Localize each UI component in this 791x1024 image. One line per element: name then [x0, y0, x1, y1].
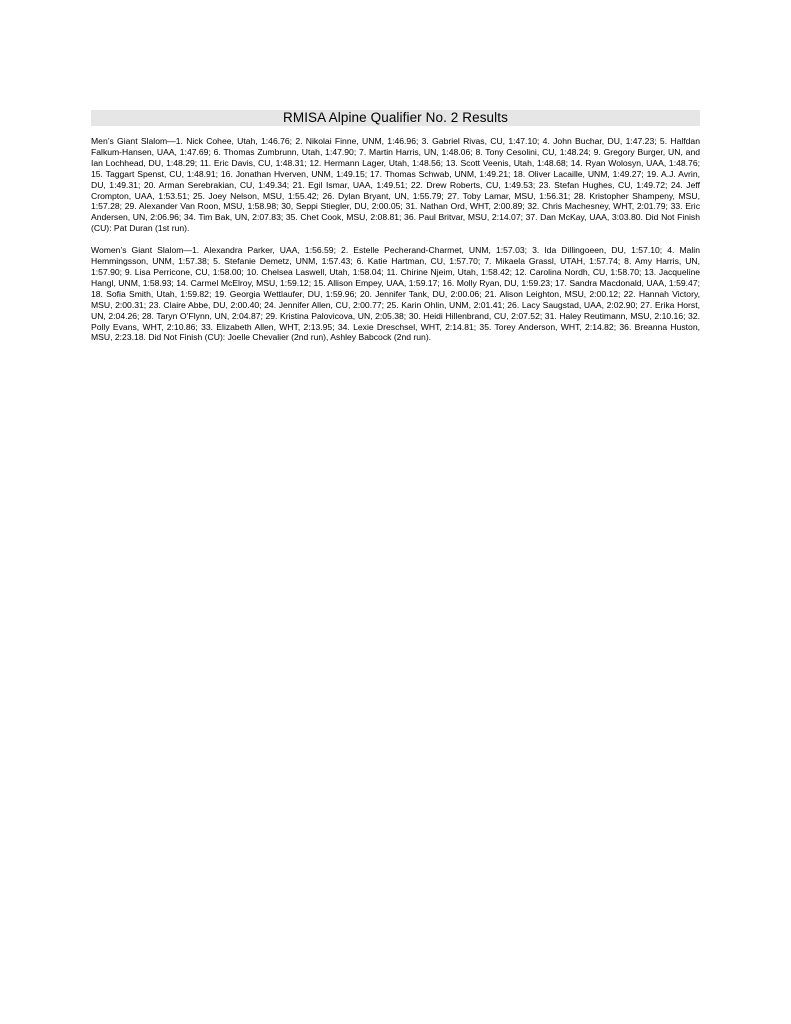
results-document	[91, 110, 700, 354]
document-title: RMISA Alpine Qualifier No. 2 Results	[283, 110, 508, 125]
title-bar	[91, 110, 700, 126]
womens-giant-slalom-results: Women’s Giant Slalom—1. Alexandra Parker, UAA, 1:56.59; 2. Estelle Pecherand-Charmet, UNM, 1:57.03; 3. Ida Dillingoeen, DU, 1:57.10; 4. Malin Hemmingsson, UNM, 1:57.38; 5. Stefanie Demetz, UNM, 1:57.43; 6. Katie Hartman, CU, 1:57.70; 7. Mikaela Grassl, UTAH, 1:57.74; 8. Amy Harris, UN, 1:57.90; 9. Lisa Perricone, CU, 1:58.00; 10. Chelsea Laswell, Utah, 1:58.04; 11. Chirine Njeim, Utah, 1:58.42; 12. Carolina Nordh, CU, 1:58.70; 13. Jacqueline Hangl, UNM, 1:58.93; 14. Carmel McElroy, MSU, 1:59.12; 15. Allison Empey, UAA, 1:59.17; 16. Molly Ryan, DU, 1:59.23; 17. Sandra Macdonald, UAA, 1:59.47; 18. Sofia Smith, Utah, 1:59.82; 19. Georgia Wettlaufer, DU, 1:59.96; 20. Jennifer Tank, DU, 2:00.06; 21. Alison Leighton, MSU, 2:00.12; 22. Hannah Victory, MSU, 2:00.31; 23. Claire Abbe, DU, 2:00.40; 24. Jennifer Allen, CU, 2:00.77; 25. Karin Ohlin, UNM, 2:01.41; 26. Lacy Saugstad, UAA, 2:02.90; 27. Erika Horst, UN, 2:04.26; 28. Taryn O’Flynn, UN, 2:04.87; 29. Kristina Palovicova, UN, 2:05.38; 30. Heidi Hillenbrand, CU, 2:07.52; 31. Haley Reutimann, MSU, 2:10.16; 32. Polly Evans, WHT, 2:10.86; 33. Elizabeth Allen, WHT, 2:13.95; 34. Lexie Dreschsel, WHT, 2:14.81; 35. Torey Anderson, WHT, 2:14.82; 36. Breanna Huston, MSU, 2:23.18. Did Not Finish (CU): Joelle Chevalier (2nd run), Ashley Babcock (2nd run).	[91, 245, 700, 343]
results-body	[91, 136, 700, 343]
mens-giant-slalom-results: Men’s Giant Slalom—1. Nick Cohee, Utah, 1:46.76; 2. Nikolai Finne, UNM, 1:46.96; 3. Gabriel Rivas, CU, 1:47.10; 4. John Buchar, DU, 1:47.23; 5. Halfdan Falkum-Hansen, UAA, 1:47.69; 6. Thomas Zumbrunn, Utah, 1:47.90; 7. Martin Harris, UN, 1:48.06; 8. Tony Cesolini, CU, 1:48.24; 9. Gregory Burger, UN, and Ian Lochhead, DU, 1:48.29; 11. Eric Davis, CU, 1:48.31; 12. Hermann Lager, Utah, 1:48.56; 13. Scott Veenis, Utah, 1:48.68; 14. Ryan Wolosyn, UAA, 1:48.76; 15. Taggart Spenst, CU, 1:48.91; 16. Jonathan Hverven, UNM, 1:49.15; 17. Thomas Schwab, UNM, 1:49.21; 18. Oliver Lacaille, UNM, 1:49.27; 19. A.J. Avrin, DU, 1:49.31; 20. Arman Serebrakian, CU, 1:49.34; 21. Egil Ismar, UAA, 1:49.51; 22. Drew Roberts, CU, 1:49.53; 23. Stefan Hughes, CU, 1:49.72; 24. Jeff Crompton, UAA, 1:53.51; 25. Joey Nelson, MSU, 1:55.42; 26. Dylan Bryant, UN, 1:55.79; 27. Toby Lamar, MSU, 1:56.31; 28. Kristopher Shampeny, MSU, 1:57.28; 29. Alexander Van Roon, MSU, 1:58.98; 30, Seppi Stiegler, DU, 2:00.05; 31. Nathan Ord, WHT, 2:00.89; 32. Chris Machesney, WHT, 2:01.79; 33. Eric Andersen, UN, 2:06.96; 34. Tim Bak, UN, 2:07.83; 35. Chet Cook, MSU, 2:08.81; 36. Paul Britvar, MSU, 2:14.07; 37. Dan McKay, UAA, 3:03.80. Did Not Finish (CU): Pat Duran (1st run).	[91, 136, 700, 234]
